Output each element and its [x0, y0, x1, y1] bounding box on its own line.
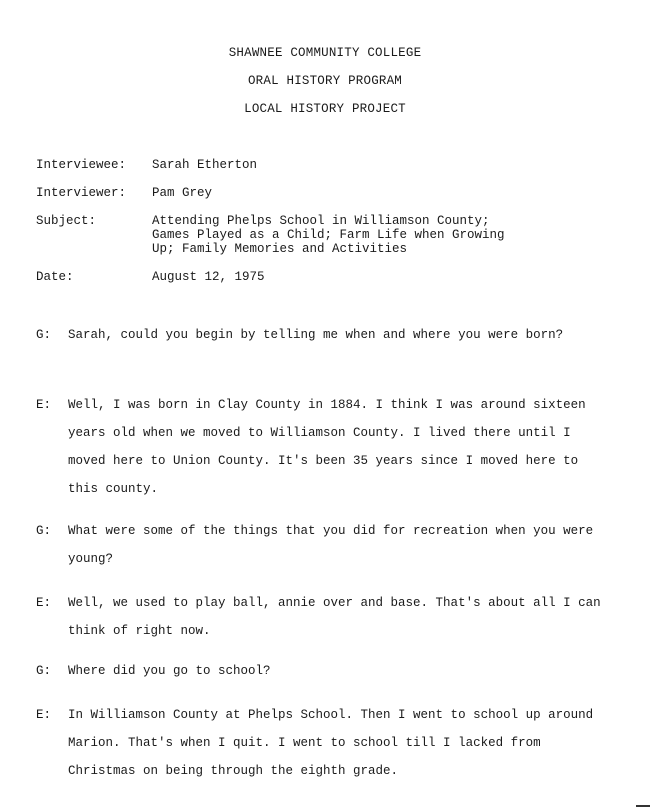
date-value: August 12, 1975	[152, 270, 265, 284]
interviewee-value: Sarah Etherton	[152, 158, 258, 172]
project-title: LOCAL HISTORY PROJECT	[244, 102, 406, 116]
speaker-label: E:	[36, 708, 52, 722]
speaker-label: E:	[36, 596, 52, 610]
turn-text: Sarah, could you begin by telling me when and where you were born?	[68, 328, 564, 342]
turn-text: Where did you go to school?	[68, 664, 271, 678]
college-title: SHAWNEE COMMUNITY COLLEGE	[228, 46, 422, 60]
subject-value: Attending Phelps School in Williamson County; Games Played as a Child; Farm Life when Growing Up; Family Memories and Activities	[152, 214, 505, 256]
interviewee-label: Interviewee:	[36, 158, 127, 172]
interviewer-value: Pam Grey	[152, 186, 213, 200]
speaker-label: G:	[36, 664, 52, 678]
interviewer-label: Interviewer:	[36, 186, 127, 200]
speaker-label: G:	[36, 328, 52, 342]
turn-text: Well, we used to play ball, annie over and base. That's about all I can think of right now.	[68, 596, 601, 638]
date-label: Date:	[36, 270, 74, 284]
speaker-label: G:	[36, 524, 52, 538]
scan-edge-mark	[636, 805, 650, 807]
subject-label: Subject:	[36, 214, 97, 228]
turn-text: What were some of the things that you did for recreation when you were young?	[68, 524, 594, 566]
turn-text: In Williamson County at Phelps School. Then I went to school up around Marion. That's when I quit. I went to school till I lacked from Christmas on being through the eighth grade.	[68, 708, 594, 778]
speaker-label: E:	[36, 398, 52, 412]
turn-text: Well, I was born in Clay County in 1884. I think I was around sixteen years old when we moved to Williamson County. I lived there until I moved here to Union County. It's been 35 years since I moved here to this county.	[68, 398, 586, 496]
program-title: ORAL HISTORY PROGRAM	[247, 74, 403, 88]
